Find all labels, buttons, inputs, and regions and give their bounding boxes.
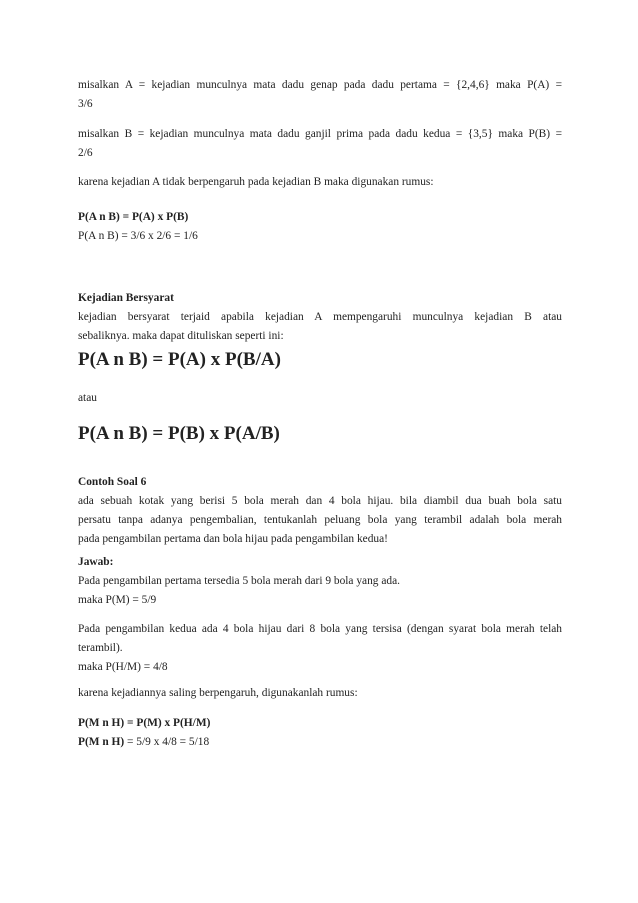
text-line: maka P(M) = 5/9	[78, 594, 157, 606]
text-line: sebaliknya. maka dapat dituliskan seperti ini:	[78, 330, 284, 342]
text-line: karena kejadiannya saling berpengaruh, digunakanlah rumus:	[78, 687, 358, 699]
paragraph-independent	[78, 173, 562, 192]
text-line: persatu tanpa adanya pengembalian, tentukanlah peluang bola yang terambil adalah bola merah	[78, 514, 562, 526]
text-line: pada pengambilan pertama dan bola hijau pada pengambilan kedua!	[78, 533, 388, 545]
formula-calc-value: = 5/9 x 4/8 = 5/18	[124, 736, 210, 748]
paragraph-event-a	[78, 76, 562, 114]
formula-line: P(A n B) = P(A) x P(B)	[78, 211, 189, 223]
formula-dependent	[78, 714, 562, 752]
section-conditional	[78, 289, 562, 346]
formula-independent	[78, 208, 562, 246]
text-line: karena kejadian A tidak berpengaruh pada kejadian B maka digunakan rumus:	[78, 176, 434, 188]
big-formula-2: P(A n B) = P(B) x P(A/B)	[78, 423, 280, 444]
formula-calc-line	[78, 733, 562, 752]
text-atau: atau	[78, 392, 97, 404]
text-line: 2/6	[78, 147, 93, 159]
text-line: 3/6	[78, 98, 93, 110]
section-heading: Kejadian Bersyarat	[78, 292, 174, 304]
text-line: kejadian bersyarat terjaid apabila kejadian A mempengaruhi munculnya kejadian B atau	[78, 311, 562, 323]
formula-calc-line: P(A n B) = 3/6 x 2/6 = 1/6	[78, 230, 198, 242]
formula-line: P(M n H) = P(M) x P(H/M)	[78, 717, 211, 729]
text-line: maka P(H/M) = 4/8	[78, 661, 168, 673]
text-line: misalkan B = kejadian munculnya mata dadu ganjil prima pada dadu kedua = {3,5} maka P(B) =	[78, 128, 562, 140]
big-formula-1: P(A n B) = P(A) x P(B/A)	[78, 349, 281, 370]
paragraph-event-b	[78, 125, 562, 163]
section-answer	[78, 553, 562, 610]
text-line: misalkan A = kejadian munculnya mata dadu genap pada dadu pertama = {2,4,6} maka P(A) =	[78, 79, 562, 91]
paragraph-second-draw	[78, 620, 562, 677]
formula-calc-label: P(M n H)	[78, 736, 125, 748]
text-line: ada sebuah kotak yang berisi 5 bola merah dan 4 bola hijau. bila diambil dua buah bola satu	[78, 495, 562, 507]
section-heading: Jawab:	[78, 556, 114, 568]
paragraph-dependent	[78, 684, 562, 703]
text-line: Pada pengambilan kedua ada 4 bola hijau dari 8 bola yang tersisa (dengan syarat bola merah telah	[78, 623, 562, 635]
text-line: terambil).	[78, 642, 123, 654]
section-example	[78, 473, 562, 549]
text-line: Pada pengambilan pertama tersedia 5 bola merah dari 9 bola yang ada.	[78, 575, 400, 587]
section-heading: Contoh Soal 6	[78, 476, 147, 488]
